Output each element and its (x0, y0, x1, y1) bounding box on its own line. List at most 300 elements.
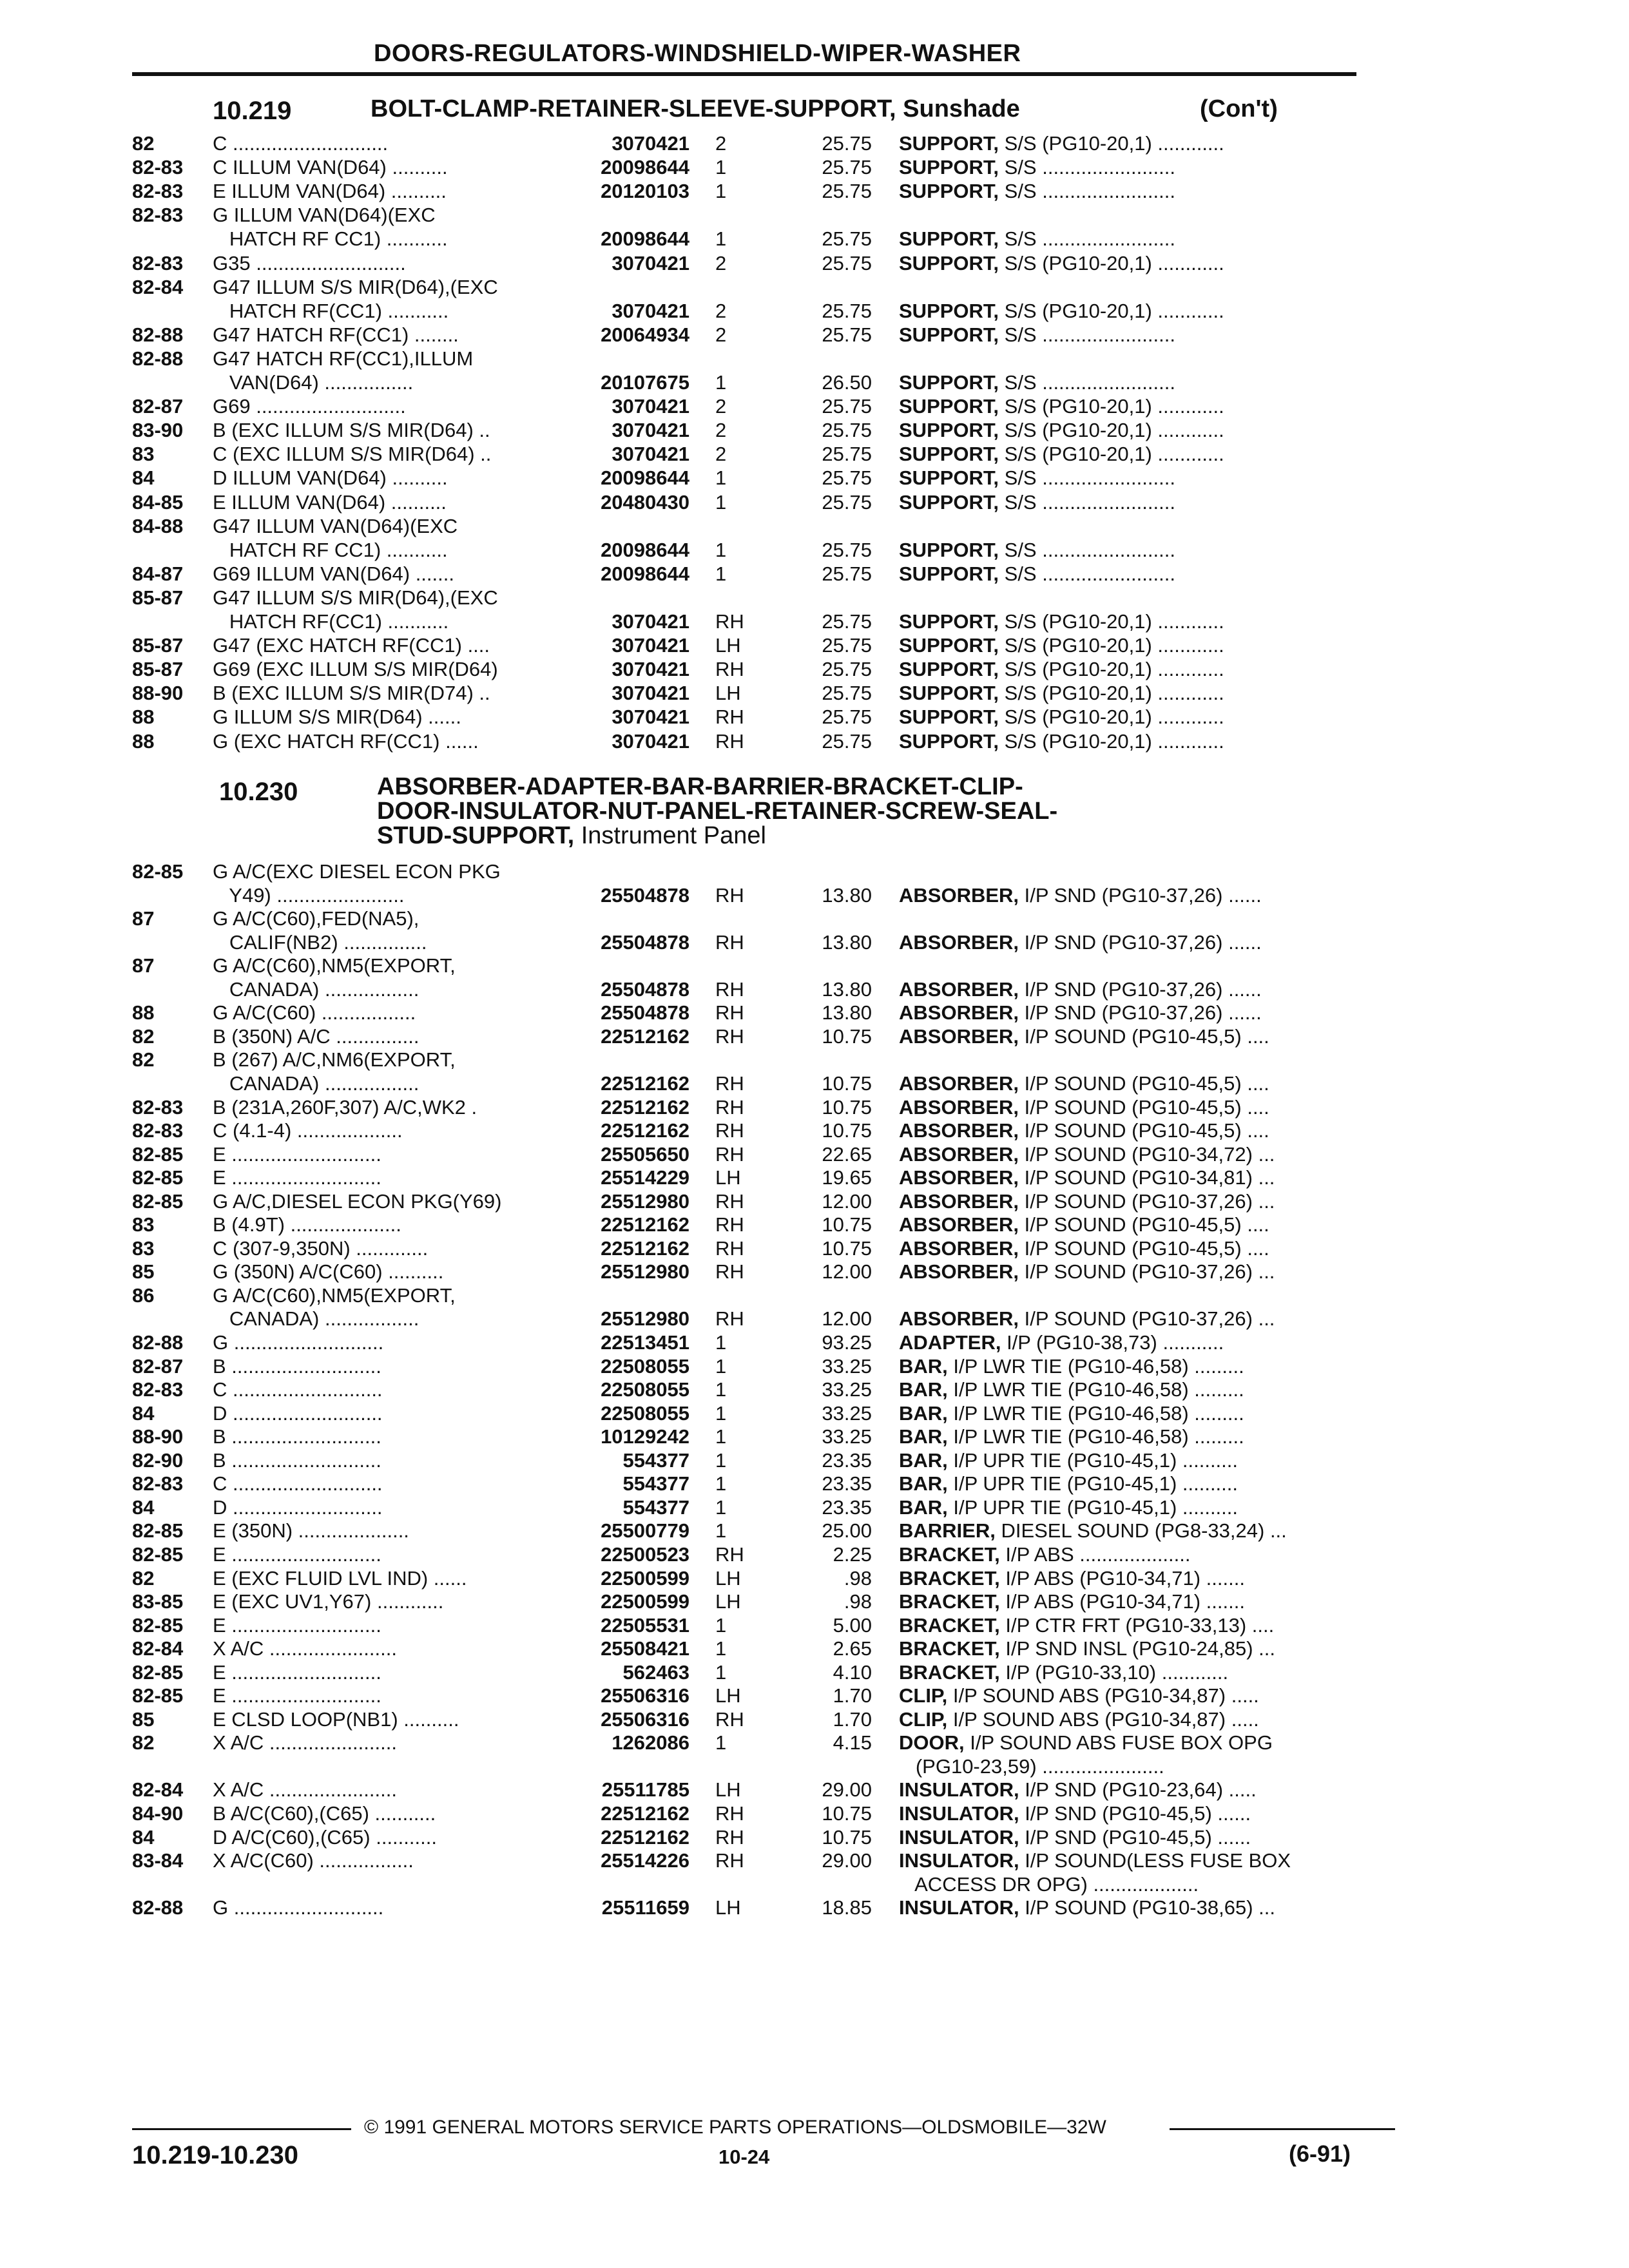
parts-row (0, 978, 1629, 1001)
parts-row (0, 276, 1629, 299)
quantity: LH (715, 1896, 741, 1919)
model-years: 85 (132, 1707, 155, 1731)
quantity: 2 (715, 251, 727, 274)
part-number: 22500523 (601, 1542, 689, 1566)
parts-row (0, 419, 1629, 442)
price: 33.25 (822, 1401, 872, 1425)
application-description: C ........................... (213, 1472, 383, 1495)
part-number: 20098644 (601, 466, 689, 490)
parts-row (0, 1143, 1629, 1166)
price: 22.65 (822, 1142, 872, 1166)
price: 25.75 (822, 419, 872, 442)
part-name-bold: SUPPORT, (899, 490, 999, 514)
application-description: G A/C(EXC DIESEL ECON PKG (213, 860, 501, 883)
quantity: LH (715, 634, 741, 657)
part-name (899, 1001, 1262, 1024)
part-name-detail: I/P SND (PG10-37,26) ...... (1019, 1001, 1262, 1024)
model-years: 84 (132, 1495, 155, 1519)
section-title-10-230-line3-bold: STUD-SUPPORT, (377, 822, 575, 849)
part-number: 3070421 (612, 419, 689, 442)
quantity: RH (715, 1142, 744, 1166)
price: 2.65 (833, 1637, 872, 1660)
part-name-bold: SUPPORT, (899, 682, 999, 705)
part-name (899, 1402, 1244, 1425)
application-description: C ............................ (213, 132, 389, 155)
quantity: RH (715, 1825, 744, 1849)
part-name-detail: S/S (PG10-20,1) ............ (999, 132, 1224, 155)
quantity: 1 (715, 466, 727, 490)
quantity: 1 (715, 371, 727, 394)
model-years: 82-85 (132, 1166, 184, 1189)
part-name-bold: ABSORBER, (899, 1213, 1019, 1236)
quantity: RH (715, 1802, 744, 1825)
application-description: B (350N) A/C ............... (213, 1024, 419, 1048)
application-description: E ........................... (213, 1166, 381, 1189)
parts-row (0, 907, 1629, 930)
model-years: 82-83 (132, 1378, 184, 1401)
parts-row (0, 1025, 1629, 1048)
quantity: 1 (715, 1731, 727, 1754)
price: 25.75 (822, 227, 872, 251)
part-name (899, 300, 1224, 323)
part-name-detail: S/S ........................ (999, 562, 1175, 585)
part-name (899, 1143, 1275, 1166)
section-title-10-230-line3-rest: Instrument Panel (574, 822, 766, 849)
parts-row (0, 227, 1629, 251)
part-number: 25500779 (601, 1519, 689, 1542)
parts-row (0, 1213, 1629, 1236)
part-name-bold: ABSORBER, (899, 1260, 1019, 1283)
part-name (899, 1096, 1269, 1119)
part-name (899, 1425, 1244, 1448)
price: 2.25 (833, 1542, 872, 1566)
application-description: G ILLUM S/S MIR(D64) ...... (213, 706, 461, 729)
application-description: G A/C,DIESEL ECON PKG(Y69) (213, 1189, 502, 1213)
part-name-detail: I/P SOUND (PG10-34,72) ... (1019, 1142, 1275, 1166)
model-years: 82 (132, 1024, 155, 1048)
part-number: 22512162 (601, 1095, 689, 1119)
price: 25.75 (822, 610, 872, 633)
part-name-bold: SUPPORT, (899, 706, 999, 729)
quantity: RH (715, 706, 744, 729)
price: 25.75 (822, 180, 872, 203)
part-name-bold: BAR, (899, 1425, 948, 1448)
part-number: 22508055 (601, 1378, 689, 1401)
quantity: LH (715, 1778, 741, 1802)
part-name (899, 539, 1175, 562)
part-number: 22500599 (601, 1590, 689, 1613)
part-name-detail: I/P SND (PG10-37,26) ...... (1019, 883, 1262, 907)
part-name-detail: S/S (PG10-20,1) ............ (999, 395, 1224, 418)
part-number: 22508055 (601, 1401, 689, 1425)
part-name (899, 1190, 1275, 1213)
part-name-bold: SUPPORT, (899, 227, 999, 251)
part-name (899, 371, 1175, 394)
part-name (899, 610, 1224, 633)
price: 4.15 (833, 1731, 872, 1754)
quantity: RH (715, 1072, 744, 1095)
parts-row (0, 491, 1629, 514)
price: 33.25 (822, 1354, 872, 1378)
part-name (899, 1543, 1191, 1566)
price: 10.75 (822, 1024, 872, 1048)
parts-row (0, 1614, 1629, 1637)
application-description: G47 ILLUM S/S MIR(D64),(EXC (213, 275, 498, 298)
model-years: 88-90 (132, 1425, 184, 1448)
model-years: 82-84 (132, 275, 184, 298)
application-description: E ........................... (213, 1613, 381, 1637)
application-description: E ........................... (213, 1542, 381, 1566)
part-name-bold: SUPPORT, (899, 132, 999, 155)
price: 10.75 (822, 1072, 872, 1095)
application-description: B (4.9T) .................... (213, 1213, 401, 1236)
model-years: 88 (132, 1001, 155, 1024)
model-years: 82-85 (132, 1660, 184, 1684)
part-name (899, 634, 1224, 657)
part-name-detail: S/S (PG10-20,1) ............ (999, 706, 1224, 729)
section-number-10-219: 10.219 (213, 97, 292, 125)
model-years: 84-87 (132, 562, 184, 585)
quantity: 1 (715, 1495, 727, 1519)
quantity: RH (715, 1001, 744, 1024)
quantity: RH (715, 658, 744, 681)
section-title-10-230-line3 (377, 822, 766, 850)
price: 13.80 (822, 977, 872, 1001)
part-name (899, 491, 1175, 514)
model-years: 82-83 (132, 1472, 184, 1495)
application-description: E ........................... (213, 1142, 381, 1166)
quantity: 1 (715, 227, 727, 251)
parts-row (0, 1048, 1629, 1072)
part-name-bold: ABSORBER, (899, 1072, 1019, 1095)
quantity: RH (715, 1236, 744, 1260)
part-name (899, 1025, 1269, 1048)
part-name (899, 395, 1224, 418)
part-name (899, 1873, 1199, 1896)
part-name-bold: SUPPORT, (899, 610, 999, 633)
price: 10.75 (822, 1825, 872, 1849)
quantity: LH (715, 1590, 741, 1613)
price: 23.35 (822, 1495, 872, 1519)
part-number: 25504878 (601, 930, 689, 954)
model-years: 85-87 (132, 634, 184, 657)
part-name-bold: SUPPORT, (899, 180, 999, 203)
parts-row (0, 586, 1629, 610)
part-name-detail: (PG10-23,59) ...................... (899, 1754, 1164, 1778)
model-years: 82 (132, 1731, 155, 1754)
part-number: 25514226 (601, 1849, 689, 1872)
part-number: 1262086 (612, 1731, 689, 1754)
part-number: 20064934 (601, 323, 689, 346)
part-name-detail: I/P CTR FRT (PG10-33,13) .... (999, 1613, 1275, 1637)
price: 93.25 (822, 1331, 872, 1354)
quantity: 1 (715, 156, 727, 179)
parts-row (0, 1072, 1629, 1095)
part-name-detail: S/S (PG10-20,1) ............ (999, 729, 1224, 753)
application-description: D ILLUM VAN(D64) .......... (213, 466, 448, 490)
application-description: D ........................... (213, 1495, 383, 1519)
application-description: D A/C(C60),(C65) ........... (213, 1825, 437, 1849)
part-name-detail: I/P UPR TIE (PG10-45,1) .......... (947, 1495, 1239, 1519)
footer-page-number: 10-24 (718, 2146, 770, 2168)
application-description: B (EXC ILLUM S/S MIR(D74) .. (213, 682, 490, 705)
part-name-bold: BAR, (899, 1448, 948, 1472)
part-name-detail: I/P LWR TIE (PG10-46,58) ......... (947, 1425, 1244, 1448)
model-years: 82-88 (132, 1896, 184, 1919)
section-title-10-219: BOLT-CLAMP-RETAINER-SLEEVE-SUPPORT, Sunshade (371, 95, 1020, 122)
price: 25.75 (822, 443, 872, 466)
part-name-bold: INSULATOR, (899, 1896, 1019, 1919)
parts-row (0, 300, 1629, 323)
quantity: 1 (715, 1472, 727, 1495)
part-name-detail: I/P SOUND (PG10-45,5) .... (1019, 1095, 1269, 1119)
part-name (899, 978, 1262, 1001)
parts-row (0, 1873, 1629, 1896)
model-years: 82-88 (132, 323, 184, 346)
parts-row (0, 1637, 1629, 1660)
parts-row (0, 1307, 1629, 1331)
price: 12.00 (822, 1307, 872, 1331)
parts-row (0, 347, 1629, 370)
part-number: 22505531 (601, 1613, 689, 1637)
part-name-bold: SUPPORT, (899, 538, 999, 561)
part-number: 25512980 (601, 1307, 689, 1331)
model-years: 84-90 (132, 1802, 184, 1825)
model-years: 82-85 (132, 860, 184, 883)
quantity: 1 (715, 1425, 727, 1448)
quantity: RH (715, 1849, 744, 1872)
model-years: 85 (132, 1260, 155, 1283)
application-description: HATCH RF(CC1) ........... (213, 299, 449, 322)
parts-row (0, 562, 1629, 586)
price: 25.75 (822, 538, 872, 561)
price: 25.75 (822, 132, 872, 155)
part-number: 25504878 (601, 977, 689, 1001)
application-description: D ........................... (213, 1401, 383, 1425)
application-description: CALIF(NB2) ............... (213, 930, 427, 954)
model-years: 82-84 (132, 1778, 184, 1802)
footer-rule-right (1170, 2128, 1395, 2130)
part-name-detail: I/P SOUND(LESS FUSE BOX (1019, 1849, 1291, 1872)
model-years: 82-83 (132, 1095, 184, 1119)
parts-row (0, 682, 1629, 705)
part-name (899, 443, 1224, 466)
application-description: CANADA) ................. (213, 977, 419, 1001)
footer-copyright: © 1991 GENERAL MOTORS SERVICE PARTS OPERATIONS—OLDSMOBILE—32W (364, 2117, 1106, 2138)
price: 10.75 (822, 1213, 872, 1236)
model-years: 82-85 (132, 1613, 184, 1637)
quantity: RH (715, 1095, 744, 1119)
part-name (899, 1590, 1245, 1613)
part-name-bold: BRACKET, (899, 1637, 1000, 1660)
application-description: C ILLUM VAN(D64) .......... (213, 156, 448, 179)
model-years: 82-88 (132, 347, 184, 370)
part-name-detail: I/P LWR TIE (PG10-46,58) ......... (947, 1401, 1244, 1425)
part-number: 562463 (622, 1660, 689, 1684)
part-name-bold: ABSORBER, (899, 1307, 1019, 1331)
part-number: 3070421 (612, 132, 689, 155)
part-number: 10129242 (601, 1425, 689, 1448)
part-name (899, 562, 1175, 586)
model-years: 83-84 (132, 1849, 184, 1872)
parts-row (0, 1331, 1629, 1354)
part-number: 554377 (622, 1472, 689, 1495)
part-name-bold: BRACKET, (899, 1566, 1000, 1590)
parts-row (0, 1096, 1629, 1119)
part-name-detail: I/P SOUND (PG10-34,81) ... (1019, 1166, 1275, 1189)
part-name (899, 252, 1224, 275)
part-number: 22512162 (601, 1024, 689, 1048)
part-name-detail: I/P UPR TIE (PG10-45,1) .......... (947, 1472, 1239, 1495)
quantity: LH (715, 1684, 741, 1707)
part-name-detail: I/P (PG10-38,73) ........... (1001, 1331, 1224, 1354)
part-name-bold: BAR, (899, 1378, 948, 1401)
quantity: 2 (715, 132, 727, 155)
parts-row (0, 1355, 1629, 1378)
model-years: 87 (132, 954, 155, 977)
part-name-detail: I/P SND (PG10-45,5) ...... (1019, 1802, 1251, 1825)
application-description: G A/C(C60),FED(NA5), (213, 907, 419, 930)
model-years: 82-83 (132, 1119, 184, 1142)
application-description: B ........................... (213, 1425, 381, 1448)
price: 12.00 (822, 1189, 872, 1213)
part-name-detail: I/P LWR TIE (PG10-46,58) ......... (947, 1378, 1244, 1401)
model-years: 82-83 (132, 204, 184, 227)
part-name (899, 1472, 1238, 1495)
price: 25.75 (822, 323, 872, 346)
application-description: HATCH RF(CC1) ........... (213, 610, 449, 633)
parts-row (0, 1260, 1629, 1283)
part-number: 3070421 (612, 658, 689, 681)
price: 10.75 (822, 1236, 872, 1260)
model-years: 82 (132, 1566, 155, 1590)
quantity: 1 (715, 1519, 727, 1542)
part-number: 22512162 (601, 1825, 689, 1849)
part-number: 22513451 (601, 1331, 689, 1354)
quantity: RH (715, 1024, 744, 1048)
part-name-detail: S/S (PG10-20,1) ............ (999, 610, 1224, 633)
quantity: 1 (715, 538, 727, 561)
part-name-bold: BRACKET, (899, 1542, 1000, 1566)
price: .98 (843, 1566, 872, 1590)
part-number: 25512980 (601, 1189, 689, 1213)
part-number: 22512162 (601, 1236, 689, 1260)
part-name-detail: S/S ........................ (999, 371, 1175, 394)
application-description: CANADA) ................. (213, 1072, 419, 1095)
part-name-detail: I/P SND (PG10-23,64) ..... (1019, 1778, 1257, 1802)
part-name-bold: SUPPORT, (899, 371, 999, 394)
price: 10.75 (822, 1802, 872, 1825)
part-name-detail: I/P SOUND (PG10-37,26) ... (1019, 1189, 1275, 1213)
part-name-detail: I/P SOUND ABS FUSE BOX OPG (964, 1731, 1273, 1754)
model-years: 82 (132, 1048, 155, 1072)
part-name-bold: ABSORBER, (899, 1189, 1019, 1213)
parts-row (0, 1519, 1629, 1542)
quantity: 1 (715, 1401, 727, 1425)
part-number: 20098644 (601, 227, 689, 251)
application-description: B (231A,260F,307) A/C,WK2 . (213, 1095, 477, 1119)
application-description: Y49) ....................... (213, 883, 405, 907)
part-name-bold: SUPPORT, (899, 299, 999, 322)
parts-row (0, 539, 1629, 562)
application-description: CANADA) ................. (213, 1307, 419, 1331)
application-description: G (350N) A/C(C60) .......... (213, 1260, 444, 1283)
application-description: HATCH RF CC1) ........... (213, 227, 448, 251)
part-name-bold: INSULATOR, (899, 1778, 1019, 1802)
part-name-detail: I/P SOUND (PG10-45,5) .... (1019, 1072, 1269, 1095)
parts-row (0, 1684, 1629, 1707)
part-number: 25514229 (601, 1166, 689, 1189)
parts-row (0, 860, 1629, 883)
parts-row (0, 1166, 1629, 1189)
model-years: 85-87 (132, 658, 184, 681)
model-years: 83-85 (132, 1590, 184, 1613)
parts-row (0, 1378, 1629, 1401)
application-description: C (307-9,350N) ............. (213, 1236, 429, 1260)
model-years: 82-83 (132, 180, 184, 203)
quantity: 1 (715, 180, 727, 203)
application-description: G ........................... (213, 1896, 384, 1919)
parts-row (0, 634, 1629, 657)
part-name (899, 658, 1224, 681)
price: 23.35 (822, 1472, 872, 1495)
part-name (899, 1614, 1274, 1637)
part-name (899, 1119, 1269, 1142)
part-name-bold: SUPPORT, (899, 729, 999, 753)
parts-row (0, 1567, 1629, 1590)
part-name (899, 132, 1224, 155)
part-name-bold: BAR, (899, 1401, 948, 1425)
part-name (899, 730, 1224, 753)
part-number: 22512162 (601, 1119, 689, 1142)
part-number: 554377 (622, 1495, 689, 1519)
parts-row (0, 1402, 1629, 1425)
part-name-bold: CLIP, (899, 1707, 948, 1731)
application-description: C (4.1-4) ................... (213, 1119, 403, 1142)
part-number: 3070421 (612, 251, 689, 274)
part-name-bold: SUPPORT, (899, 156, 999, 179)
price: 25.75 (822, 658, 872, 681)
part-number: 25511785 (601, 1778, 689, 1802)
price: 25.00 (822, 1519, 872, 1542)
part-number: 25506316 (601, 1684, 689, 1707)
part-name-bold: SUPPORT, (899, 658, 999, 681)
part-number: 25504878 (601, 883, 689, 907)
price: 25.75 (822, 156, 872, 179)
part-name-detail: I/P SOUND (PG10-37,26) ... (1019, 1260, 1275, 1283)
part-name-detail: ACCESS DR OPG) ................... (899, 1872, 1199, 1896)
price: 18.85 (822, 1896, 872, 1919)
part-name-detail: I/P SND (PG10-37,26) ...... (1019, 930, 1262, 954)
part-name-bold: ABSORBER, (899, 1236, 1019, 1260)
part-number: 25508421 (601, 1637, 689, 1660)
application-description: B A/C(C60),(C65) ........... (213, 1802, 436, 1825)
application-description: B (EXC ILLUM S/S MIR(D64) .. (213, 419, 490, 442)
model-years: 82-88 (132, 1331, 184, 1354)
quantity: LH (715, 1166, 741, 1189)
part-name-detail: S/S ........................ (999, 323, 1175, 346)
model-years: 82-85 (132, 1142, 184, 1166)
parts-row (0, 1190, 1629, 1213)
part-name-detail: I/P SND (PG10-37,26) ...... (1019, 977, 1262, 1001)
part-number: 22500599 (601, 1566, 689, 1590)
price: 1.70 (833, 1707, 872, 1731)
part-name (899, 1802, 1251, 1825)
part-name (899, 1826, 1251, 1849)
part-name-detail: S/S ........................ (999, 156, 1175, 179)
part-name-bold: INSULATOR, (899, 1849, 1019, 1872)
part-name-bold: SUPPORT, (899, 395, 999, 418)
